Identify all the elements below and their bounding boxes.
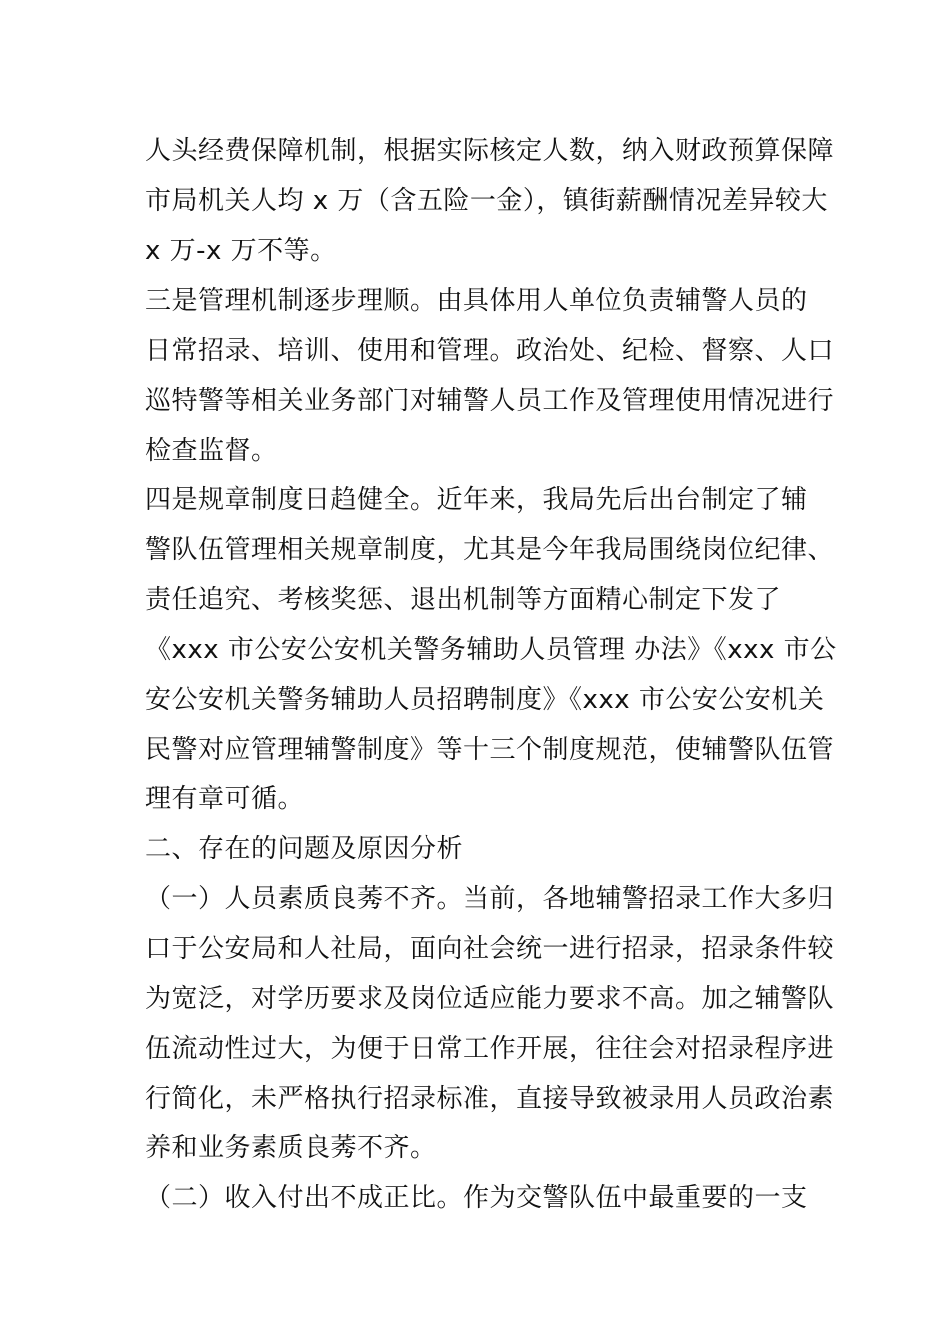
text-line: 日常招录、培训、使用和管理。政治处、纪检、督察、人口 <box>145 336 835 366</box>
text-line: 民警对应管理辅警制度》等十三个制度规范，使辅警队伍管 <box>145 735 835 765</box>
text-line: 责任追究、考核奖惩、退出机制等方面精心制定下发了 <box>145 585 782 615</box>
text-line: 《xxx 市公安公安机关警务辅助人员管理 办法》《xxx 市公 <box>145 635 837 665</box>
text-line: 三是管理机制逐步理顺。由具体用人单位负责辅警人员的 <box>145 286 808 316</box>
text-line: 四是规章制度日趋健全。近年来，我局先后出台制定了辅 <box>145 485 808 515</box>
text-line: 为宽泛，对学历要求及岗位适应能力要求不高。加之辅警队 <box>145 984 835 1014</box>
text-line: （一）人员素质良莠不齐。当前，各地辅警招录工作大多归 <box>145 884 835 914</box>
text-line: 市局机关人均 x 万（含五险一金），镇街薪酬情况差异较大 <box>145 186 828 216</box>
text-line: 伍流动性过大，为便于日常工作开展，往往会对招录程序进 <box>145 1034 835 1064</box>
text-line: 安公安机关警务辅助人员招聘制度》《xxx 市公安公安机关 <box>145 685 825 715</box>
text-line: 警队伍管理相关规章制度，尤其是今年我局围绕岗位纪律、 <box>145 535 835 565</box>
section-heading: 二、存在的问题及原因分析 <box>145 834 464 864</box>
text-line: 行简化，未严格执行招录标准，直接导致被录用人员政治素 <box>145 1084 835 1114</box>
text-line: x 万-x 万不等。 <box>145 236 337 266</box>
text-line: 口于公安局和人社局，面向社会统一进行招录，招录条件较 <box>145 934 835 964</box>
text-line: （二）收入付出不成正比。作为交警队伍中最重要的一支 <box>145 1183 808 1213</box>
text-line: 养和业务素质良莠不齐。 <box>145 1133 437 1163</box>
text-line: 检查监督。 <box>145 436 278 466</box>
text-line: 理有章可循。 <box>145 784 305 814</box>
text-line: 巡特警等相关业务部门对辅警人员工作及管理使用情况进行 <box>145 386 835 416</box>
text-line: 人头经费保障机制，根据实际核定人数，纳入财政预算保障 <box>145 136 835 166</box>
